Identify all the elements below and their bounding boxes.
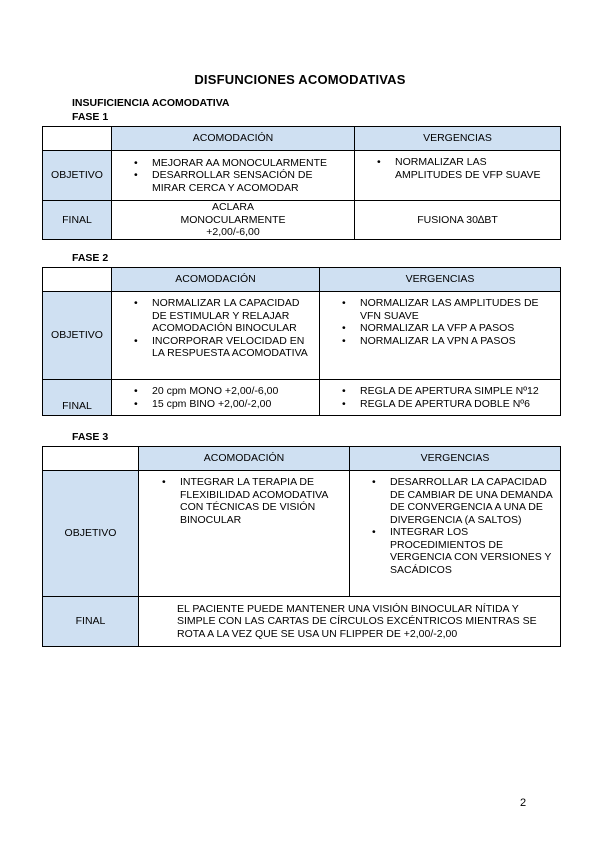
objetivo-acomodacion-cell bbox=[112, 292, 320, 380]
objetivo-acomodacion-cell bbox=[112, 151, 355, 201]
list-item: • REGLA DE APERTURA SIMPLE Nº12 bbox=[360, 385, 560, 398]
objetivo-acomodacion-cell bbox=[139, 471, 350, 597]
objetivo-vergencias-cell bbox=[355, 151, 561, 201]
phase-1-table bbox=[42, 126, 561, 240]
final-acomodacion-cell bbox=[112, 380, 320, 416]
header-vergencias: VERGENCIAS bbox=[350, 447, 561, 471]
list-item: • DESARROLLAR SENSACIÓN DE MIRAR CERCA Y ACOMODAR bbox=[152, 169, 346, 194]
objetivo-vergencias-cell bbox=[350, 471, 561, 597]
list-item: • 20 cpm MONO +2,00/-6,00 bbox=[152, 385, 319, 398]
header-acomodacion: ACOMODACIÓN bbox=[112, 268, 320, 292]
list-item: • NORMALIZAR LAS AMPLITUDES DE VFN SUAVE bbox=[360, 297, 554, 322]
row-label-objetivo: OBJETIVO bbox=[43, 471, 139, 597]
row-label-objetivo: OBJETIVO bbox=[43, 151, 112, 201]
document-title: DISFUNCIONES ACOMODATIVAS bbox=[194, 72, 406, 87]
list-item: • 15 cpm BINO +2,00/-2,00 bbox=[152, 398, 319, 411]
list-item: • DESARROLLAR LA CAPACIDAD DE CAMBIAR DE UNA DEMANDA DE CONVERGENCIA A UNA DE DIVERGENCIA (A SALTOS) bbox=[390, 476, 554, 526]
header-vergencias: VERGENCIAS bbox=[320, 268, 561, 292]
list-item: • MEJORAR AA MONOCULARMENTE bbox=[152, 157, 346, 170]
list-item: • NORMALIZAR LA VFP A PASOS bbox=[360, 322, 554, 335]
phase-3-table bbox=[42, 446, 561, 647]
final-vergencias-cell bbox=[320, 380, 561, 416]
header-acomodacion: ACOMODACIÓN bbox=[139, 447, 350, 471]
row-label-final: FINAL bbox=[43, 597, 139, 647]
row-label-final: FINAL bbox=[43, 380, 112, 416]
final-cell: EL PACIENTE PUEDE MANTENER UNA VISIÓN BINOCULAR NÍTIDA Y SIMPLE CON LAS CARTAS DE CÍRCULOS EXCÉNTRICOS MIENTRAS SE ROTA A LA VEZ QUE SE USA UN FLIPPER DE +2,00/-2,00 bbox=[139, 597, 561, 647]
list-item: • NORMALIZAR LAS AMPLITUDES DE VFP SUAVE bbox=[395, 156, 554, 181]
list-item: • NORMALIZAR LA VPN A PASOS bbox=[360, 335, 554, 348]
corner-cell bbox=[43, 447, 139, 471]
final-vergencias-cell: FUSIONA 30∆BT bbox=[355, 201, 561, 240]
header-acomodacion: ACOMODACIÓN bbox=[112, 127, 355, 151]
list-item: • INCORPORAR VELOCIDAD EN LA RESPUESTA ACOMODATIVA bbox=[152, 335, 313, 360]
row-label-final: FINAL bbox=[43, 201, 112, 240]
list-item: • REGLA DE APERTURA DOBLE Nº6 bbox=[360, 398, 560, 411]
list-item: • INTEGRAR LOS PROCEDIMIENTOS DE VERGENCIA CON VERSIONES Y SACÁDICOS bbox=[390, 526, 554, 576]
objetivo-vergencias-cell bbox=[320, 292, 561, 380]
page-number: 2 bbox=[520, 797, 527, 809]
phase-1-label: FASE 1 bbox=[72, 111, 109, 123]
corner-cell bbox=[43, 127, 112, 151]
corner-cell bbox=[43, 268, 112, 292]
phase-2-table bbox=[42, 267, 561, 416]
list-item: • NORMALIZAR LA CAPACIDAD DE ESTIMULAR Y RELAJAR ACOMODACIÓN BINOCULAR bbox=[152, 297, 313, 335]
phase-3-label: FASE 3 bbox=[72, 431, 109, 443]
header-vergencias: VERGENCIAS bbox=[355, 127, 561, 151]
section-subtitle: INSUFICIENCIA ACOMODATIVA bbox=[72, 97, 230, 109]
row-label-objetivo: OBJETIVO bbox=[43, 292, 112, 380]
list-item: • INTEGRAR LA TERAPIA DE FLEXIBILIDAD ACOMODATIVA CON TÉCNICAS DE VISIÓN BINOCULAR bbox=[180, 476, 339, 526]
final-acomodacion-cell: ACLARA MONOCULARMENTE +2,00/-6,00 bbox=[112, 201, 355, 240]
phase-2-label: FASE 2 bbox=[72, 252, 109, 264]
